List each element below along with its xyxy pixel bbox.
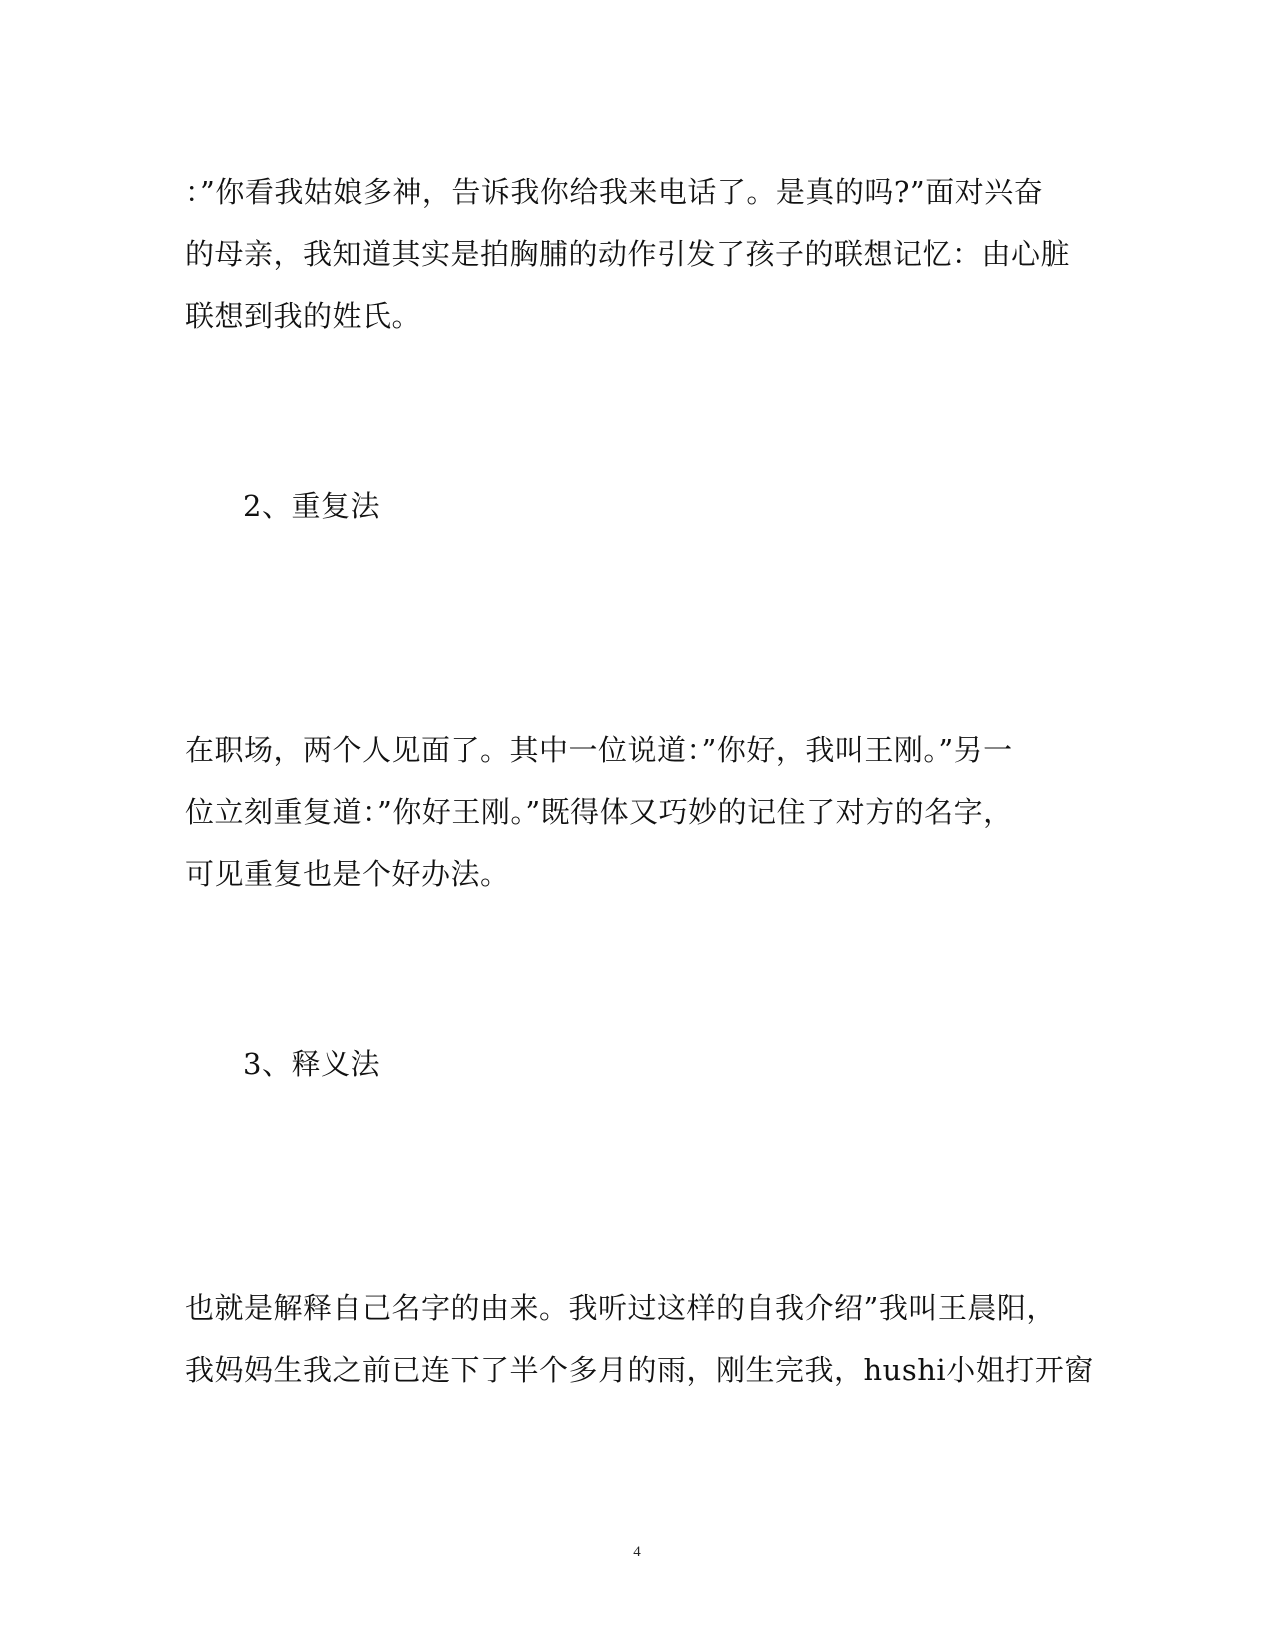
- paragraph-3-line-1: 也就是解释自己名字的由来。我听过这样的自我介绍”我叫王晨阳，: [185, 1291, 1056, 1325]
- paragraph-1-line-1: ：”你看我姑娘多神，告诉我你给我来电话了。是真的吗?”面对兴奋: [185, 175, 1044, 209]
- paragraph-3-line-2: 我妈妈生我之前已连下了半个多月的雨，刚生完我，hushi小姐打开窗: [185, 1353, 1094, 1387]
- paragraph-2-line-1: 在职场，两个人见面了。其中一位说道：”你好，我叫王刚。”另一: [185, 733, 1013, 767]
- section-heading-repetition: 2、重复法: [243, 489, 380, 523]
- paragraph-2-line-2: 位立刻重复道：”你好王刚。”既得体又巧妙的记住了对方的名字，: [185, 795, 1013, 829]
- paragraph-1-line-3: 联想到我的姓氏。: [185, 299, 422, 333]
- paragraph-1-line-2: 的母亲，我知道其实是拍胸脯的动作引发了孩子的联想记忆：由心脏: [185, 237, 1071, 271]
- page-number: 4: [633, 1544, 641, 1560]
- paragraph-2-line-3: 可见重复也是个好办法。: [185, 857, 510, 891]
- section-heading-explanation: 3、释义法: [243, 1047, 380, 1081]
